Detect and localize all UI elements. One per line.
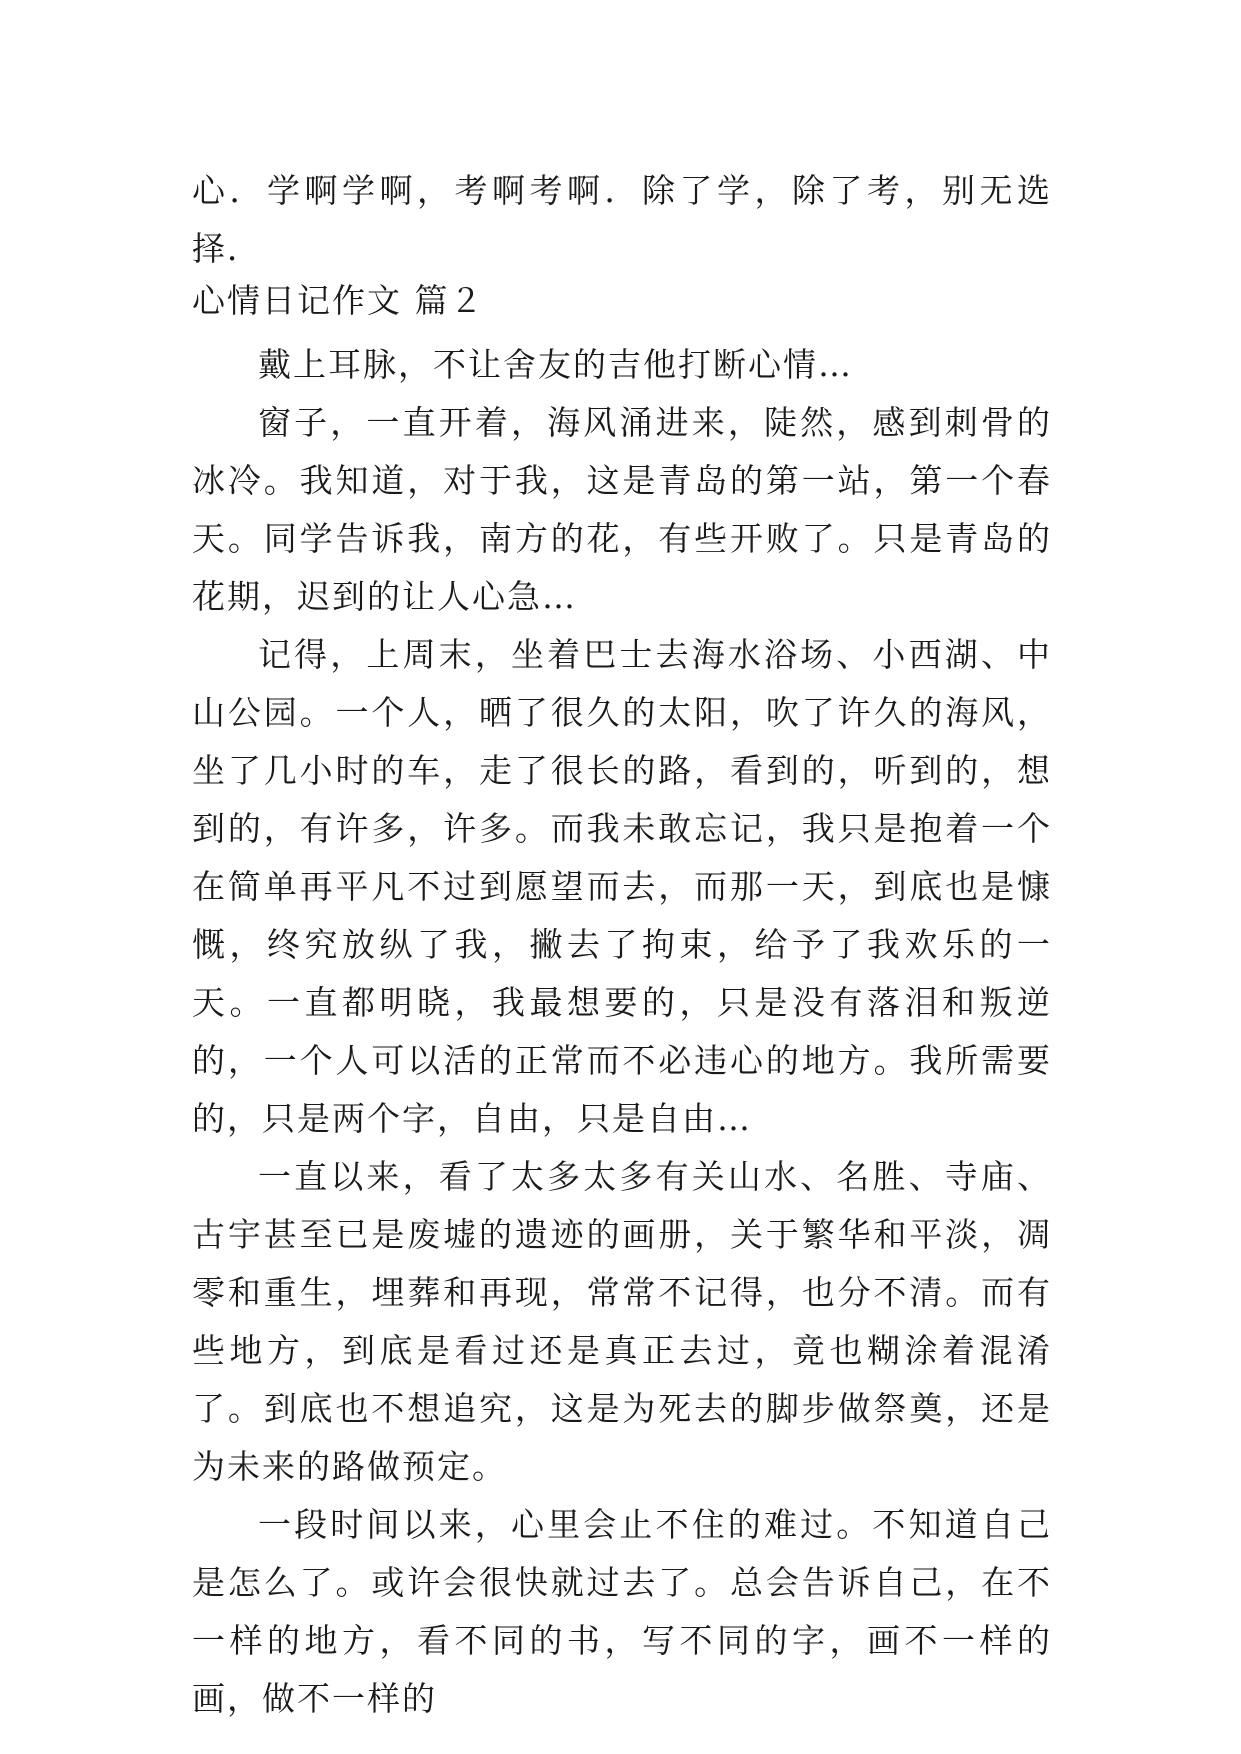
paragraph: 窗子，一直开着，海风涌进来，陡然，感到刺骨的冰冷。我知道，对于我，这是青岛的第一站，第一个春天。同学告诉我，南方的花，有些开败了。只是青岛的花期，迟到的让人心急… — [192, 403, 1052, 616]
paragraph: 记得，上周末，坐着巴士去海水浴场、小西湖、中山公园。一个人，晒了很久的太阳，吹了许久的海风，坐了几小时的车，走了很长的路，看到的，听到的，想到的，有许多，许多。而我未敢忘记，我只是抱着一个在简单再平凡不过到愿望而去，而那一天，到底也是慷慨，终究放纵了我，撇去了拘束，给予了我欢乐的一天。一直都明晓，我最想要的，只是没有落泪和叛逆的，一个人可以活的正常而不必违心的地方。我所需要的，只是两个字，自由，只是自由… — [192, 635, 1052, 1138]
article-body — [192, 336, 1052, 1728]
paragraph: 一直以来，看了太多太多有关山水、名胜、寺庙、古宇甚至已是废墟的遗迹的画册，关于繁华和平淡，凋零和重生，埋葬和再现，常常不记得，也分不清。而有些地方，到底是看过还是真正去过，竟也糊涂着混淆了。到底也不想追究，这是为死去的脚步做祭奠，还是为未来的路做预定。 — [192, 1157, 1052, 1486]
section-title: 心情日记作文 篇２ — [192, 281, 485, 320]
paragraph: 戴上耳脉，不让舍友的吉他打断心情… — [258, 345, 853, 384]
continuation-text: 心．学啊学啊，考啊考啊．除了学，除了考，别无选择． — [192, 171, 1052, 268]
paragraph: 一段时间以来，心里会止不住的难过。不知道自己是怎么了。或许会很快就过去了。总会告诉自己，在不一样的地方，看不同的书，写不同的字，画不一样的画，做不一样的 — [192, 1505, 1052, 1718]
